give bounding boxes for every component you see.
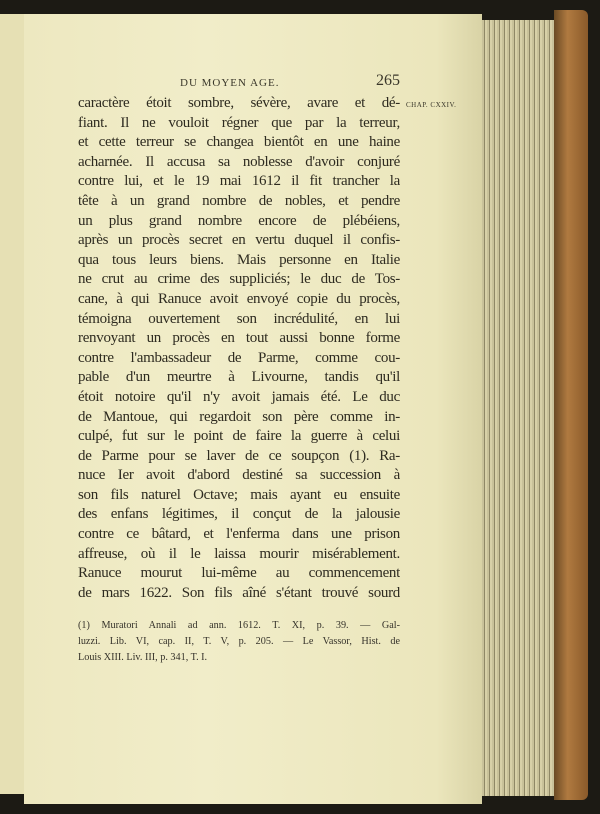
text-line: pable d'un meurtre à Livourne, tandis qu'il: [78, 369, 400, 386]
text-line: de Parme pour se laver de ce soupçon (1). Ra-: [78, 447, 400, 464]
text-line: qua tous leurs biens. Mais personne en Italie: [78, 251, 400, 268]
text-line: tête à un grand nombre de nobles, et pendre: [78, 192, 400, 209]
text-line: son fils naturel Octave; mais ayant eu ensuite: [78, 486, 400, 503]
footnotes: [78, 618, 400, 666]
text-line: ne crut au crime des suppliciés; le duc de Tos-: [78, 271, 400, 288]
text-line: et cette terreur se changea bientôt en une haine: [78, 134, 400, 151]
text-line: culpé, fut sur le point de faire la guerre à celui: [78, 428, 400, 445]
text-line: renvoyant un procès en tout aussi bonne forme: [78, 330, 400, 347]
text-line: des enfans légitimes, il conçut de la jalousie: [78, 506, 400, 523]
footnote-line: (1) Muratori Annali ad ann. 1612. T. XI, p. 39. — Gal-: [78, 620, 400, 631]
body-text: [78, 94, 400, 603]
text-line: un plus grand nombre encore de plébéiens,: [78, 212, 400, 229]
text-line: de Mantoue, qui regardoit son père comme in-: [78, 408, 400, 425]
text-line: de mars 1622. Son fils aîné s'étant trouvé sourd: [78, 584, 400, 601]
text-line: affreuse, où il le laissa mourir misérablement.: [78, 545, 400, 562]
footnote-line: Louis XIII. Liv. III, p. 341, T. I.: [78, 652, 208, 663]
facing-page-edge: [0, 14, 26, 794]
running-title: DU MOYEN AGE.: [180, 77, 280, 89]
text-line: témoigna ouvertement son incrédulité, en lui: [78, 310, 400, 327]
margin-note: CHAP. CXXIV.: [406, 101, 457, 109]
text-line: caractère étoit sombre, sévère, avare et dé-: [78, 95, 400, 111]
text-line: cane, à qui Ranuce avoit envoyé copie du procès,: [78, 290, 400, 307]
running-header: [78, 72, 400, 92]
text-line: acharnée. Il accusa sa noblesse d'avoir conjuré: [78, 153, 400, 170]
page-edges: [482, 20, 554, 796]
text-line: étoit notoire qu'il n'y avoit jamais été. Le duc: [78, 388, 400, 405]
footnote-line: luzzi. Lib. VI, cap. II, T. V, p. 205. — Le Vassor, Hist. de: [78, 636, 400, 647]
text-line: après un procès secret en vertu duquel il confis-: [78, 232, 400, 249]
text-line: nuce Ier avoit d'abord destiné sa succession à: [78, 467, 400, 484]
page-number: 265: [376, 72, 400, 89]
text-line: contre lui, et le 19 mai 1612 il fit trancher la: [78, 173, 400, 190]
text-line: Ranuce mourut lui-même au commencement: [78, 565, 400, 582]
book-cover: [554, 10, 588, 800]
text-line: contre ce bâtard, et l'enferma dans une prison: [78, 526, 400, 543]
text-line: fiant. Il ne vouloit régner que par la terreur,: [78, 114, 400, 131]
text-line: contre l'ambassadeur de Parme, comme cou-: [78, 349, 400, 366]
